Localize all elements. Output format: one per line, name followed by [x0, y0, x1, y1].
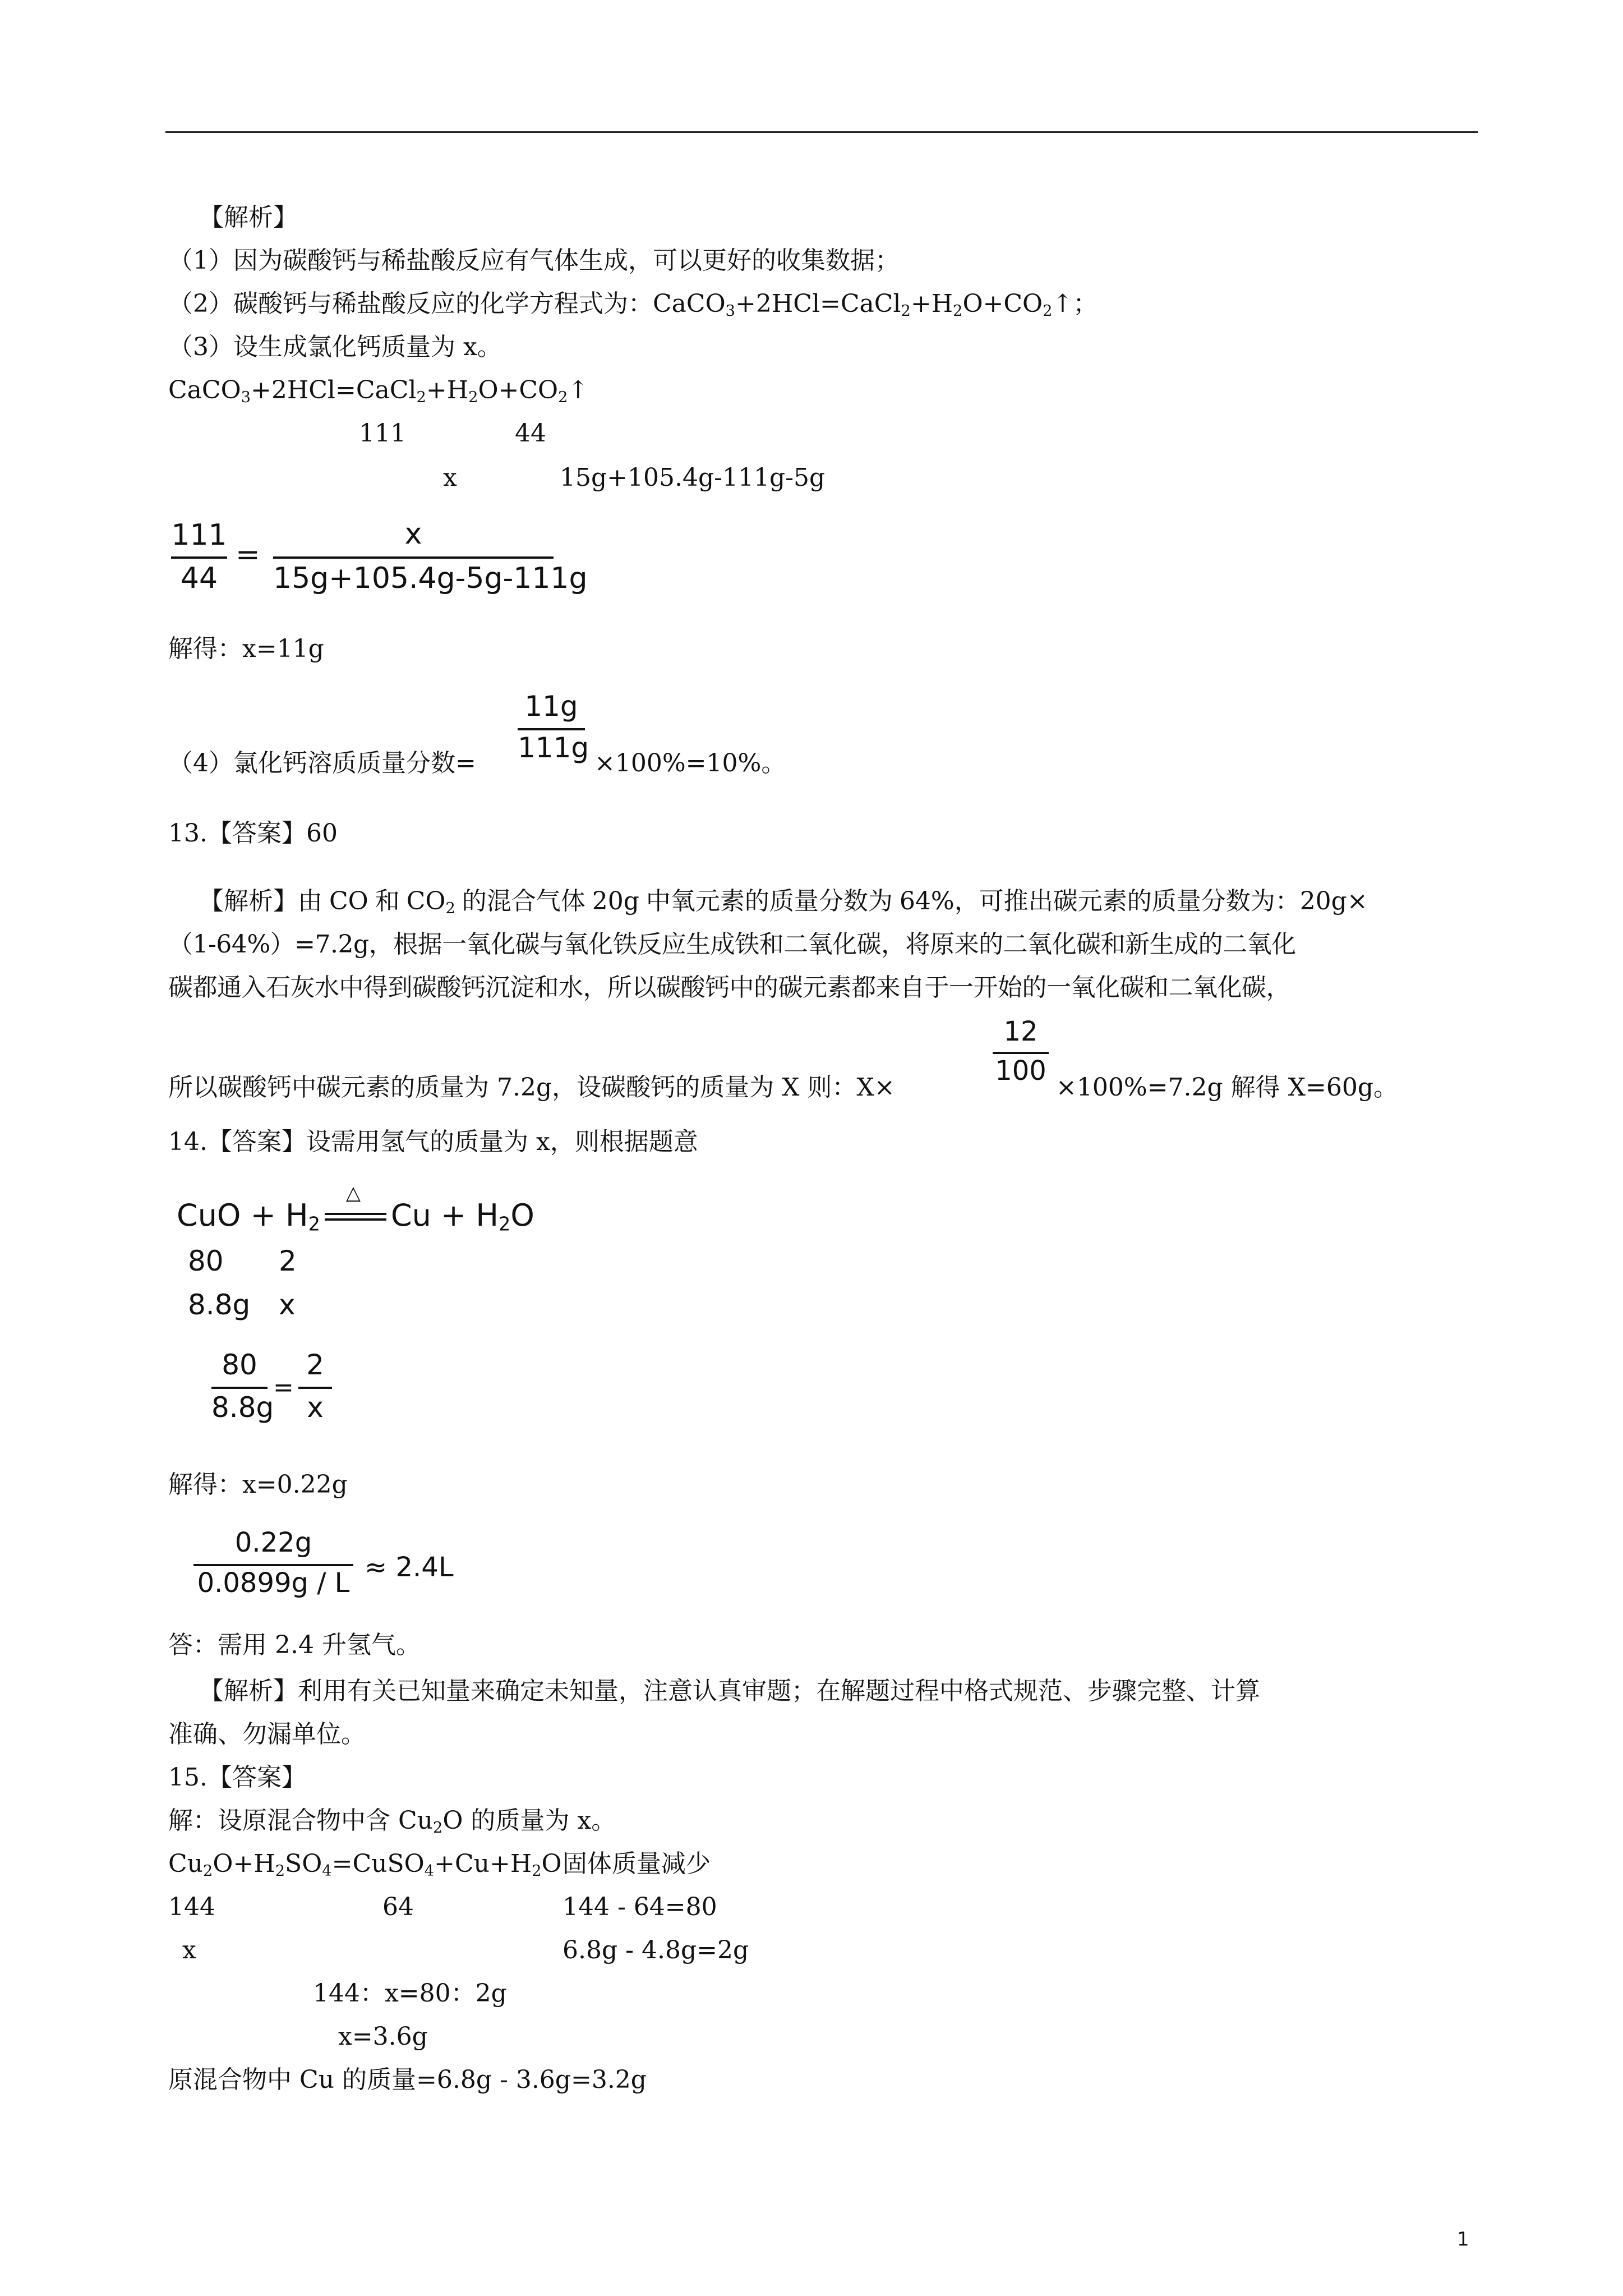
ratio-value: 80 — [188, 1245, 224, 1277]
analysis-heading: 【解析】 — [199, 203, 298, 232]
text-line: 解：设原混合物中含 $Cu_2O$ 的质量为 x。 — [168, 1806, 616, 1837]
question-15-answer: 15.【答案】 — [168, 1763, 306, 1792]
proportion-fraction: 111 44 — [171, 518, 227, 595]
solution-line: x=3.6g — [338, 2022, 428, 2051]
ratio-value: 44 — [515, 419, 546, 448]
text-line: 原混合物中 Cu 的质量=6.8g - 3.6g=3.2g — [168, 2065, 647, 2094]
solution-line: 解得：x=0.22g — [168, 1470, 348, 1499]
ratio-value: 2 — [279, 1245, 297, 1277]
equals-sign: = — [273, 1373, 294, 1402]
proportion-fraction: 2 x — [298, 1346, 332, 1430]
text-line: （3）设生成氯化钙质量为 x。 — [168, 333, 502, 361]
ratio-value: 6.8g - 4.8g=2g — [562, 1936, 749, 1964]
volume-fraction: 0.22g 0.0899g / L — [193, 1526, 353, 1604]
answer-line: 答：需用 2.4 升氢气。 — [168, 1631, 421, 1659]
equals-sign: = — [236, 538, 260, 572]
equation-caco3: $CaCO_3+2HCl=CaCl_2+H_2O+CO_2↑$ — [653, 289, 1073, 320]
header-rule — [165, 131, 1478, 133]
ratio-value: x — [279, 1289, 296, 1321]
text-span: （2）碳酸钙与稀盐酸反应的化学方程式为： — [168, 289, 653, 318]
page-number: 1 — [1457, 2228, 1469, 2251]
ratio-value: 8.8g — [188, 1289, 251, 1321]
equation-caco3: $CaCO_3+2HCl=CaCl_2+H_2O+CO_2↑$ — [168, 376, 589, 406]
ratio-value: 144 — [168, 1893, 215, 1921]
percent-fraction: 11g 111g — [518, 690, 589, 764]
ratio-line: 144：x=80：2g — [313, 1979, 507, 2008]
solution-line: 解得：x=11g — [168, 634, 324, 663]
question-13-answer: 13.【答案】60 — [168, 819, 338, 848]
ratio-value: 144 - 64=80 — [562, 1893, 717, 1921]
ratio-value: 64 — [382, 1893, 414, 1921]
text-line: 【解析】由 CO 和 $CO_2$ 的混合气体 20g 中氧元素的质量分数为 64%，可推出碳元素的质量分数为：20g× — [199, 887, 1368, 917]
proportion-fraction: 80 8.8g — [211, 1349, 274, 1424]
text-line: 所以碳酸钙中碳元素的质量为 7.2g，设碳酸钙的质量为 X 则：X× — [168, 1073, 895, 1102]
volume-result: ≈ 2.4L — [365, 1552, 454, 1583]
question-14-answer: 14.【答案】设需用氢气的质量为 x，则根据题意 — [168, 1128, 698, 1156]
percent-fraction: 12 100 — [993, 1013, 1049, 1097]
ratio-value: x — [443, 463, 457, 492]
text-line: （1-64%）=7.2g，根据一氧化碳与氧化铁反应生成铁和二氧化碳，将原来的二氧化碳和新生成的二氧化 — [168, 930, 1296, 959]
text-line: 准确、勿漏单位。 — [168, 1720, 366, 1749]
text-line: （1）因为碳酸钙与稀盐酸反应有气体生成，可以更好的收集数据； — [168, 246, 900, 275]
text-line: 固体质量减少 — [562, 1849, 711, 1878]
text-line: （2）碳酸钙与稀盐酸反应的化学方程式为：$CaCO_3+2HCl=CaCl_2+H_2O+CO_2↑$； — [168, 289, 1098, 320]
ratio-value: 111 — [359, 419, 406, 448]
equation-cuo-h2: CuO + $H_2$ △ $Cu + H_2O$ — [177, 1182, 534, 1235]
text-line: 碳都通入石灰水中得到碳酸钙沉淀和水，所以碳酸钙中的碳元素都来自于一开始的一氧化碳和二氧化碳， — [168, 973, 1290, 1002]
ratio-value: 15g+105.4g-111g-5g — [560, 463, 826, 492]
proportion-fraction: x 15g+105.4g-5g-111g — [273, 517, 588, 595]
text-line: ×100%=10%。 — [594, 749, 786, 777]
heat-delta-icon: △ — [345, 1182, 361, 1205]
ratio-value: x — [182, 1936, 196, 1964]
text-line: 【解析】利用有关已知量来确定未知量，注意认真审题；在解题过程中格式规范、步骤完整、计算 — [199, 1677, 1260, 1705]
gas-arrow-icon: ↑ — [568, 376, 589, 404]
gas-arrow-icon: ↑ — [1052, 289, 1073, 318]
equation-cu2o: $Cu_2O+H_2SO_4=CuSO_4+Cu+H_2O$ — [168, 1849, 562, 1880]
text-line: （4）氯化钙溶质质量分数= — [168, 749, 476, 777]
text-line: ×100%=7.2g 解得 X=60g。 — [1056, 1073, 1398, 1102]
